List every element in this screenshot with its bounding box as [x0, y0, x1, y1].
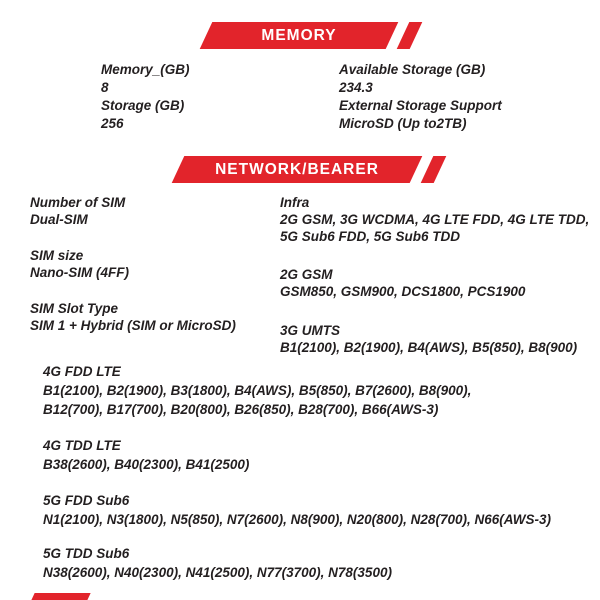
spec-label: Infra: [280, 195, 310, 210]
ribbon-tip-shape: [421, 156, 447, 183]
spec-value: SIM 1 + Hybrid (SIM or MicroSD): [30, 318, 236, 333]
network-section-banner: [178, 156, 416, 183]
memory-right-column: [339, 61, 502, 133]
memory-section-banner: [206, 22, 392, 49]
spec-label: Number of SIM: [30, 195, 126, 210]
spec-value: B1(2100), B2(1900), B3(1800), B4(AWS), B5(850), B7(2600), B8(900),: [43, 383, 472, 398]
spec-value: B12(700), B17(700), B20(800), B26(850), B28(700), B66(AWS-3): [43, 402, 439, 417]
memory-left-column: [101, 61, 190, 133]
spec-value: 234.3: [339, 80, 373, 95]
spec-label: Memory_(GB): [101, 62, 190, 77]
spec-label: 5G TDD Sub6: [43, 546, 130, 561]
network-group-4g-fdd-lte: [43, 362, 471, 419]
network-group-5g-tdd-sub6: [43, 544, 392, 582]
spec-value: GSM850, GSM900, DCS1800, PCS1900: [280, 284, 526, 299]
network-group-sim-size: [30, 247, 129, 281]
spec-value: 8: [101, 80, 109, 95]
spec-label: 3G UMTS: [280, 323, 341, 338]
memory-section-title: MEMORY: [261, 26, 337, 44]
spec-label: External Storage Support: [339, 98, 502, 113]
spec-value: Nano-SIM (4FF): [30, 265, 129, 280]
spec-label: Available Storage (GB): [339, 62, 486, 77]
spec-label: 2G GSM: [280, 267, 333, 282]
spec-value: MicroSD (Up to2TB): [339, 116, 467, 131]
ribbon-tip-shape: [397, 22, 423, 49]
network-group-infra: [280, 194, 589, 245]
spec-label: SIM Slot Type: [30, 301, 119, 316]
network-group-4g-tdd-lte: [43, 436, 249, 474]
network-group-2g-gsm: [280, 266, 525, 300]
network-group-sim-slot-type: [30, 300, 236, 334]
spec-label: SIM size: [30, 248, 84, 263]
network-group-3g-umts: [280, 322, 577, 356]
spec-value: 5G Sub6 FDD, 5G Sub6 TDD: [280, 229, 461, 244]
network-group-number-of-sim: [30, 194, 125, 228]
spec-label: 4G FDD LTE: [43, 364, 121, 379]
spec-value: N38(2600), N40(2300), N41(2500), N77(3700), N78(3500): [43, 565, 392, 580]
next-section-banner-partial: [25, 593, 90, 600]
spec-value: 2G GSM, 3G WCDMA, 4G LTE FDD, 4G LTE TDD,: [280, 212, 590, 227]
spec-label: Storage (GB): [101, 98, 185, 113]
spec-value: N1(2100), N3(1800), N5(850), N7(2600), N8(900), N20(800), N28(700), N66(AWS-3): [43, 512, 551, 527]
network-group-5g-fdd-sub6: [43, 491, 551, 529]
spec-label: 5G FDD Sub6: [43, 493, 130, 508]
spec-value: Dual-SIM: [30, 212, 88, 227]
spec-value: B1(2100), B2(1900), B4(AWS), B5(850), B8(900): [280, 340, 578, 355]
spec-label: 4G TDD LTE: [43, 438, 121, 453]
spec-value: B38(2600), B40(2300), B41(2500): [43, 457, 250, 472]
spec-value: 256: [101, 116, 124, 131]
network-section-title: NETWORK/BEARER: [215, 160, 379, 178]
